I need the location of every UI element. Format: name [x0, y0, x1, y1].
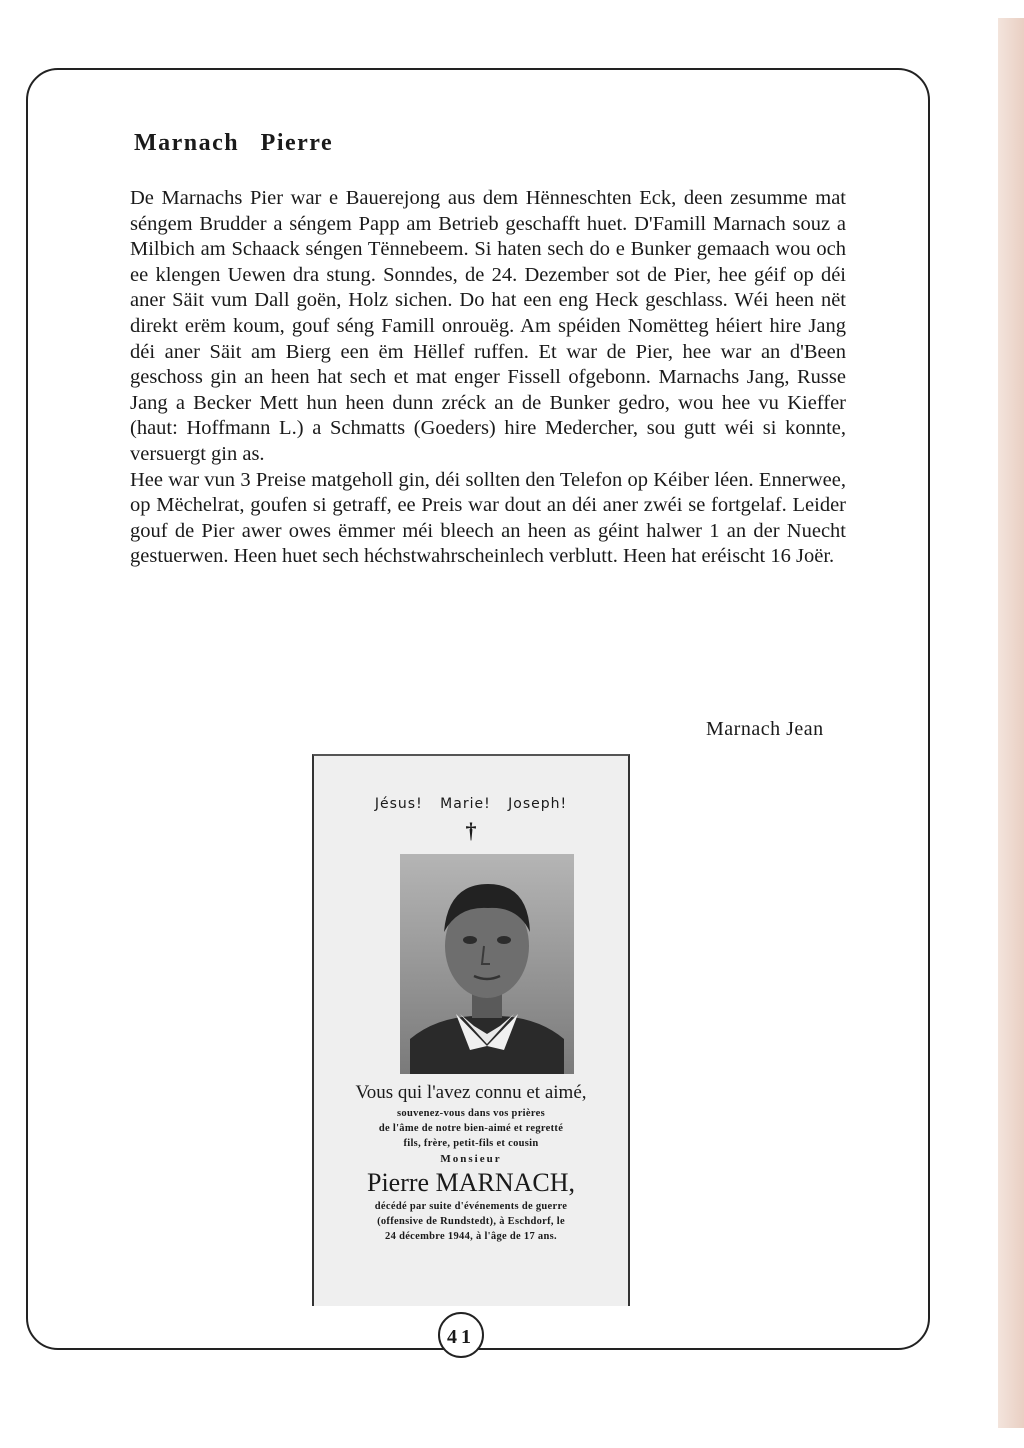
- page-edge: [998, 18, 1024, 1428]
- card-line-1: Vous qui l'avez connu et aimé,: [355, 1082, 587, 1103]
- title-surname: Marnach: [134, 130, 240, 156]
- page-title: [134, 130, 333, 157]
- memorial-card: [312, 754, 630, 1306]
- header-marie: Marie!: [440, 796, 491, 812]
- portrait-photo: [400, 854, 574, 1074]
- card-monsieur: Monsieur: [440, 1153, 502, 1165]
- paragraph-2: Hee war vun 3 Preise matgeholl gin, déi sollten den Telefon op Kéiber léen. Ennerwee, op Mëchelrat, goufen si getraff, ee Preis war dout an déi aner zwéi se fortgelaf. Leider gouf de Pier awer owes ëmmer méi bleech an heen as géint halwer 1 an der Nuecht gestuerwen. Heen huet sech héchstwahrscheinlech verblutt. Heen hat eréischt 16 Joër.: [130, 468, 846, 568]
- card-deceased-name: Pierre MARNACH,: [367, 1168, 575, 1197]
- card-line-6: (offensive de Rundstedt), à Eschdorf, le: [377, 1216, 565, 1227]
- author-signature: Marnach Jean: [706, 718, 824, 740]
- header-jesus: Jésus!: [374, 796, 423, 812]
- page-number: 41: [438, 1312, 484, 1358]
- title-firstname: Pierre: [260, 130, 334, 156]
- card-header: [314, 796, 628, 812]
- card-line-4: fils, frère, petit-fils et cousin: [403, 1138, 539, 1149]
- card-line-7: 24 décembre 1944, à l'âge de 17 ans.: [385, 1231, 557, 1242]
- cross-icon: †: [465, 818, 477, 843]
- card-text: [324, 1080, 618, 1244]
- card-line-3: de l'âme de notre bien-aimé et regretté: [378, 1123, 564, 1134]
- article-body: [130, 186, 846, 570]
- card-line-5: décédé par suite d'événements de guerre: [374, 1201, 568, 1212]
- card-line-2: souvenez-vous dans vos prières: [397, 1108, 545, 1119]
- paragraph-1: De Marnachs Pier war e Bauerejong aus dem Hënneschten Eck, deen zesumme mat séngem Brudder a séngem Papp am Betrieb geschafft huet. D'Famill Marnach souz a Milbich am Schaack séngen Tënnebeem. Si haten sech do e Bunker gemaach wou och ee klengen Uewen dra stung. Sonndes, de 24. Dezember sot de Pier, hee géif op déi aner Säit vum Dall goën, Holz sichen. Do hat een eng Heck geschlass. Wéi heen nët direkt erëm koum, gouf séng Famill onrouëg. Am spéiden Nomëtteg héiert hire Jang déi aner Säit am Bierg een ëm Hëllef ruffen. Et war de Pier, hee war an d'Been geschoss gin an heen hat sech et mat enger Fissell ofgebonn. Marnachs Jang, Russe Jang a Becker Mett hun heen dunn zréck an de Bunker gedro, wou hee vu Kieffer (haut: Hoffmann L.) a Schmatts (Goeders) hire Medercher, sou gutt wéi si konnte, versuergt gin as.: [130, 187, 846, 465]
- header-joseph: Joseph!: [508, 796, 568, 812]
- portrait-illustration: [400, 854, 574, 1074]
